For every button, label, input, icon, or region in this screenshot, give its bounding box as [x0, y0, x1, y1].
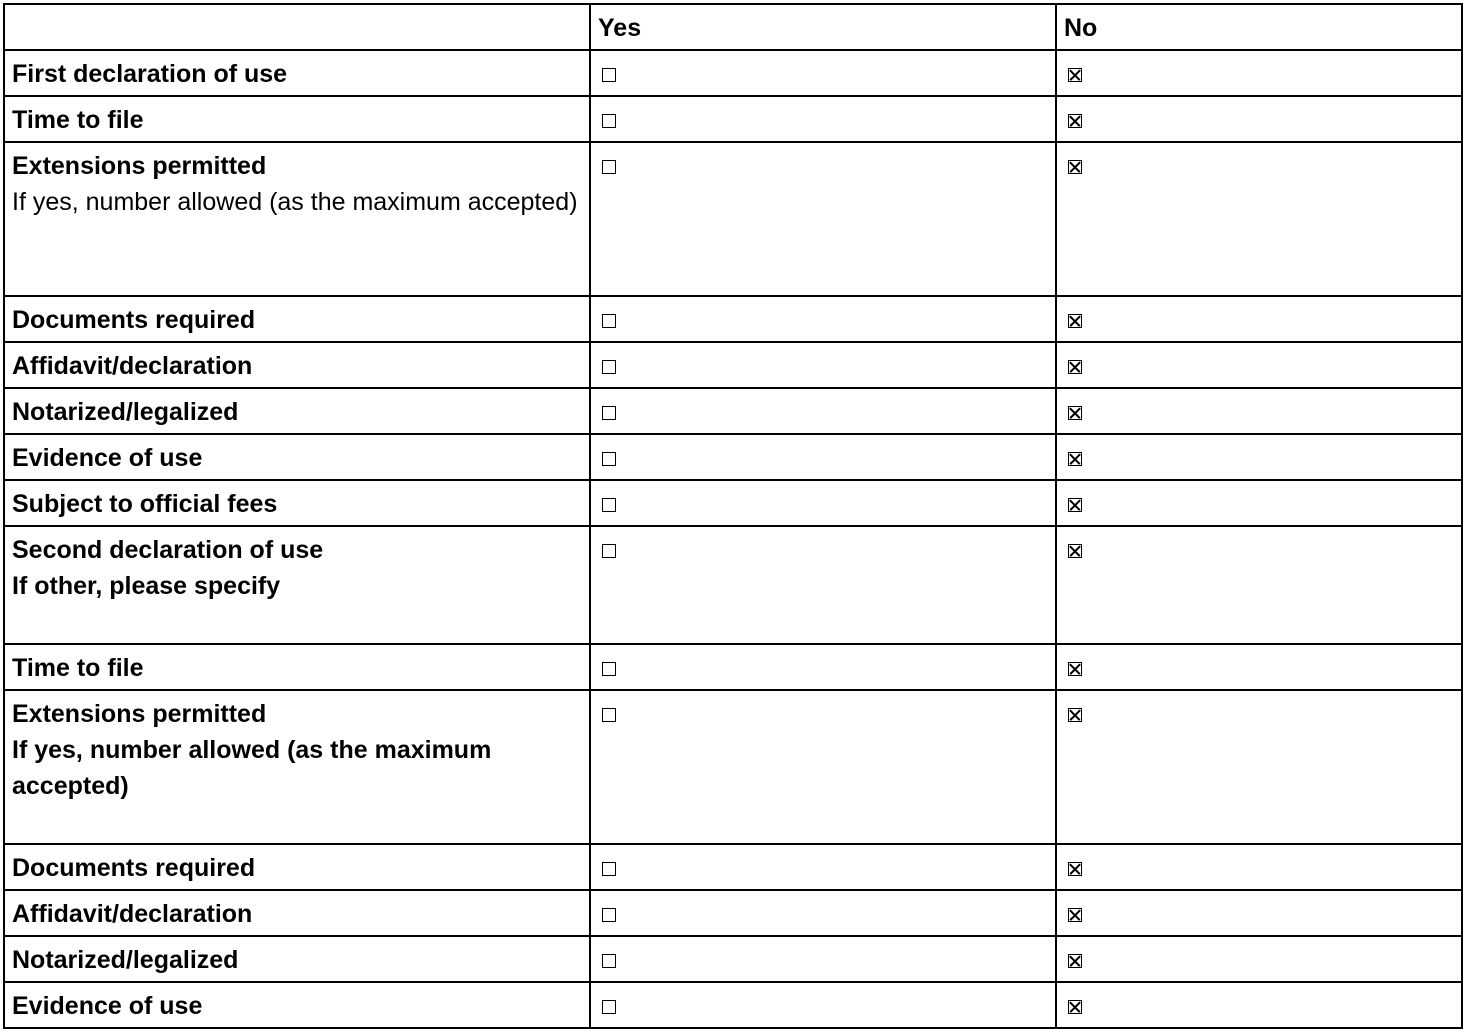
no-cell	[1056, 388, 1462, 434]
table-row	[4, 644, 1462, 690]
yes-cell	[590, 96, 1056, 142]
yes-checkbox[interactable]	[602, 160, 616, 174]
yes-cell	[590, 526, 1056, 644]
no-cell	[1056, 96, 1462, 142]
row-label-cell	[4, 844, 590, 890]
row-label-cell	[4, 342, 590, 388]
no-cell	[1056, 480, 1462, 526]
table-row	[4, 526, 1462, 644]
yes-checkbox[interactable]	[602, 708, 616, 722]
row-label: Documents required	[12, 854, 256, 882]
row-label-cell	[4, 296, 590, 342]
row-label: Time to file	[12, 106, 144, 134]
yes-cell	[590, 844, 1056, 890]
header-no: No	[1056, 4, 1462, 50]
yes-cell	[590, 890, 1056, 936]
yes-checkbox[interactable]	[602, 360, 616, 374]
no-checkbox[interactable]	[1068, 406, 1082, 420]
yes-cell	[590, 142, 1056, 296]
table-row	[4, 50, 1462, 96]
table-row	[4, 982, 1462, 1028]
row-label: Documents required	[12, 306, 256, 334]
row-label: Evidence of use	[12, 444, 203, 472]
row-label-cell	[4, 480, 590, 526]
row-label-cell	[4, 644, 590, 690]
row-label: Extensions permitted	[12, 700, 267, 728]
no-checkbox[interactable]	[1068, 544, 1082, 558]
yes-cell	[590, 342, 1056, 388]
table-row	[4, 844, 1462, 890]
no-cell	[1056, 526, 1462, 644]
row-label: Evidence of use	[12, 992, 203, 1020]
table-row	[4, 890, 1462, 936]
row-label-cell	[4, 526, 590, 644]
no-cell	[1056, 936, 1462, 982]
row-sublabel: If yes, number allowed (as the maximum accepted)	[12, 736, 492, 800]
no-checkbox[interactable]	[1068, 360, 1082, 374]
no-checkbox[interactable]	[1068, 498, 1082, 512]
no-checkbox[interactable]	[1068, 114, 1082, 128]
no-checkbox[interactable]	[1068, 314, 1082, 328]
row-sublabel: If yes, number allowed (as the maximum accepted)	[12, 188, 578, 216]
row-label: Second declaration of use	[12, 536, 324, 564]
no-cell	[1056, 844, 1462, 890]
row-label: Notarized/legalized	[12, 398, 239, 426]
no-checkbox[interactable]	[1068, 662, 1082, 676]
row-label: Extensions permitted	[12, 152, 267, 180]
header-row	[4, 4, 1462, 50]
yes-checkbox[interactable]	[602, 908, 616, 922]
yes-cell	[590, 936, 1056, 982]
no-cell	[1056, 890, 1462, 936]
yes-cell	[590, 434, 1056, 480]
declaration-table-container	[3, 3, 1463, 1029]
yes-checkbox[interactable]	[602, 662, 616, 676]
row-label: Affidavit/declaration	[12, 352, 253, 380]
table-row	[4, 342, 1462, 388]
yes-cell	[590, 690, 1056, 844]
no-cell	[1056, 50, 1462, 96]
no-checkbox[interactable]	[1068, 452, 1082, 466]
row-label-cell	[4, 434, 590, 480]
yes-cell	[590, 644, 1056, 690]
table-row	[4, 388, 1462, 434]
no-cell	[1056, 434, 1462, 480]
yes-cell	[590, 388, 1056, 434]
no-cell	[1056, 296, 1462, 342]
row-label-cell	[4, 982, 590, 1028]
yes-checkbox[interactable]	[602, 452, 616, 466]
yes-checkbox[interactable]	[602, 314, 616, 328]
table-row	[4, 142, 1462, 296]
row-label-cell	[4, 96, 590, 142]
no-checkbox[interactable]	[1068, 68, 1082, 82]
row-label-cell	[4, 936, 590, 982]
no-checkbox[interactable]	[1068, 908, 1082, 922]
table-row	[4, 434, 1462, 480]
row-label: First declaration of use	[12, 60, 288, 88]
table-row	[4, 690, 1462, 844]
header-blank-cell	[4, 4, 590, 50]
no-cell	[1056, 644, 1462, 690]
yes-checkbox[interactable]	[602, 1000, 616, 1014]
row-label-cell	[4, 690, 590, 844]
yes-cell	[590, 480, 1056, 526]
declaration-table	[3, 3, 1463, 1029]
row-label-cell	[4, 388, 590, 434]
row-label: Affidavit/declaration	[12, 900, 253, 928]
yes-checkbox[interactable]	[602, 114, 616, 128]
no-checkbox[interactable]	[1068, 954, 1082, 968]
no-cell	[1056, 142, 1462, 296]
yes-checkbox[interactable]	[602, 954, 616, 968]
yes-checkbox[interactable]	[602, 862, 616, 876]
no-cell	[1056, 690, 1462, 844]
yes-cell	[590, 50, 1056, 96]
yes-checkbox[interactable]	[602, 498, 616, 512]
no-checkbox[interactable]	[1068, 1000, 1082, 1014]
no-checkbox[interactable]	[1068, 708, 1082, 722]
table-row	[4, 480, 1462, 526]
yes-checkbox[interactable]	[602, 544, 616, 558]
no-checkbox[interactable]	[1068, 862, 1082, 876]
table-row	[4, 96, 1462, 142]
table-row	[4, 936, 1462, 982]
row-label: Time to file	[12, 654, 144, 682]
yes-checkbox[interactable]	[602, 68, 616, 82]
no-cell	[1056, 342, 1462, 388]
no-checkbox[interactable]	[1068, 160, 1082, 174]
row-label: Subject to official fees	[12, 490, 278, 518]
row-label: Notarized/legalized	[12, 946, 239, 974]
yes-cell	[590, 296, 1056, 342]
table-row	[4, 296, 1462, 342]
row-sublabel: If other, please specify	[12, 572, 281, 600]
yes-cell	[590, 982, 1056, 1028]
no-cell	[1056, 982, 1462, 1028]
yes-checkbox[interactable]	[602, 406, 616, 420]
header-yes: Yes	[590, 4, 1056, 50]
row-label-cell	[4, 142, 590, 296]
row-label-cell	[4, 890, 590, 936]
row-label-cell	[4, 50, 590, 96]
